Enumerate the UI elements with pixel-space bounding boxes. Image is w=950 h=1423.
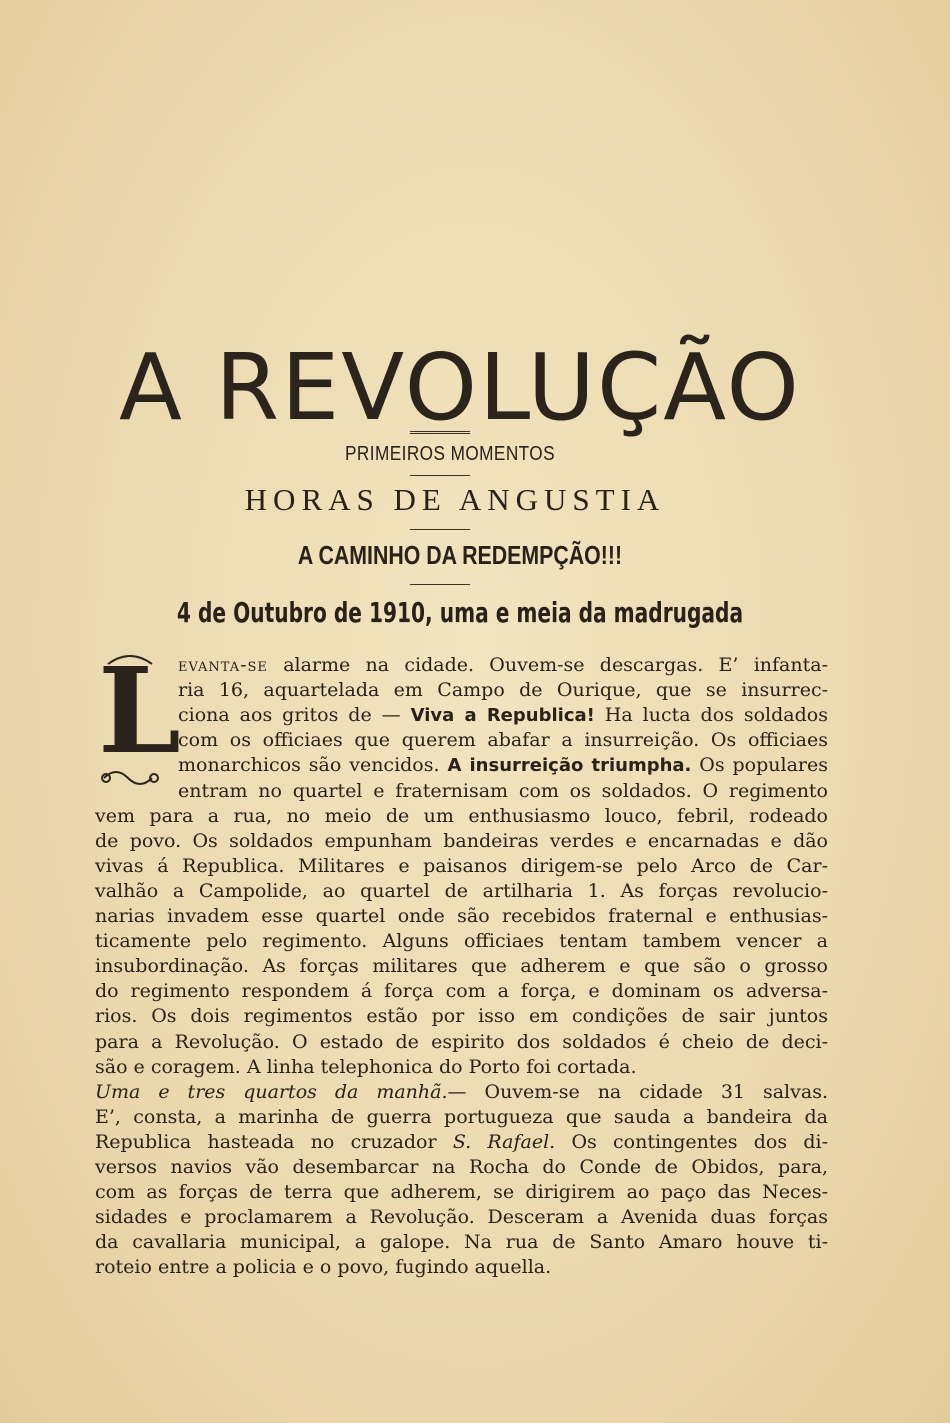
dateline: 4 de Outubro de 1910, uma e meia da madrugada [176, 596, 744, 629]
text-line [95, 1255, 551, 1279]
subtitle-rule [410, 475, 470, 476]
text-run: do regimento respondem á força com a força, e dominam os adversa- [95, 980, 828, 1003]
text-line [178, 728, 828, 752]
text-run: com as forças de terra que adherem, se dirigirem ao paço das Neces- [95, 1181, 828, 1204]
text-line [178, 703, 828, 728]
text-line [178, 678, 828, 702]
text-run: roteio entre a policia e o povo, fugindo aquella. [95, 1256, 552, 1279]
text-line [95, 979, 828, 1003]
text-run: — Ouvem-se na cidade 31 salvas. [447, 1080, 828, 1103]
text-run: são e coragem. A linha telephonica do Porto foi cortada. [95, 1055, 637, 1078]
text-run: Viva a Republica! [410, 705, 595, 727]
text-run: ciona aos gritos de — [178, 704, 411, 727]
text-line [95, 1130, 828, 1154]
subtitle-a-caminho: A CAMINHO DA REDEMPÇÃO!!! [297, 540, 623, 570]
text-line [95, 929, 828, 953]
text-run: Os contingentes dos di- [555, 1130, 828, 1153]
text-line [95, 1055, 636, 1079]
page-title: A REVOLUÇÃO [119, 334, 801, 441]
text-run: E’, consta, a marinha de guerra portugueza que sauda a bandeira da [95, 1105, 828, 1128]
drop-cap [98, 641, 181, 790]
text-line [178, 779, 828, 803]
text-line [95, 1205, 828, 1229]
subtitle3-rule [410, 584, 470, 585]
text-run: rios. Os dois regimentos estão por isso em condições de sair juntos [95, 1005, 828, 1028]
drop-cap-letter: L [98, 641, 181, 780]
text-run: Republica hasteada no cruzador [95, 1130, 453, 1153]
text-run: versos navios vão desembarcar na Rocha do Conde de Obidos, para, [95, 1156, 828, 1178]
text-run: narias invadem esse quartel onde são recebidos fraternal e enthusias- [95, 905, 828, 927]
text-line [95, 829, 828, 853]
text-run: valhão a Campolide, ao quartel de artilharia 1. As forças revolucio- [95, 879, 828, 902]
text-line [178, 653, 828, 677]
subtitle2-rule [410, 529, 470, 530]
text-run: entram no quartel e fraternisam com os soldados. O regimento [178, 779, 828, 802]
text-line [95, 1004, 828, 1028]
text-line [95, 1080, 828, 1104]
text-line [95, 1105, 828, 1129]
text-run: Ha lucta dos soldados [594, 704, 828, 727]
text-line [95, 1230, 828, 1254]
text-run: ticamente pelo regimento. Alguns officiaes tentam tambem vencer a [95, 930, 828, 953]
text-run: de povo. Os soldados empunham bandeiras verdes e encarnadas e dão [95, 829, 828, 852]
text-line [95, 1030, 828, 1054]
text-run: alarme na cidade. Ouvem-se descargas. E’ infanta- [267, 654, 828, 676]
text-run: S. Rafael. [452, 1130, 556, 1153]
text-run: vivas á Republica. Militares e paisanos dirigem-se pelo Arco de Car- [95, 854, 828, 877]
text-run: evanta-se [178, 654, 268, 676]
text-line [95, 1155, 828, 1179]
subtitle-primeiros-momentos: PRIMEIROS MOMENTOS [344, 443, 556, 465]
text-run: sidades e proclamarem a Revolução. Desceram a Avenida duas forças [95, 1206, 828, 1229]
text-run: da cavallaria municipal, a galope. Na rua de Santo Amaro houve ti- [95, 1231, 828, 1254]
text-run: ria 16, aquartelada em Campo de Ourique, que se insurrec- [178, 679, 828, 702]
subtitle-horas-de-angustia: HORAS DE ANGUSTIA [244, 482, 666, 517]
text-run: Os populares [691, 754, 829, 777]
text-line [95, 879, 828, 903]
text-run: insubordinação. As forças militares que adherem e que são o grosso [95, 955, 828, 978]
text-line [95, 1180, 828, 1204]
text-run: com os officiaes que querem abafar a insurreição. Os officiaes [178, 729, 828, 752]
title-rule [410, 431, 470, 434]
text-run: para a Revolução. O estado de espirito dos soldados é cheio de deci- [95, 1030, 828, 1053]
text-line [95, 954, 828, 978]
text-run: vem para a rua, no meio de um enthusiasmo louco, febril, rodeado [95, 804, 828, 827]
text-run: A insurreição triumpha. [447, 755, 692, 777]
text-line [95, 854, 828, 878]
text-run: monarchicos são vencidos. [178, 754, 448, 777]
text-run: Uma e tres quartos da manhã. [95, 1080, 448, 1103]
text-line [95, 904, 828, 928]
text-line [95, 804, 828, 828]
text-line [178, 753, 828, 778]
